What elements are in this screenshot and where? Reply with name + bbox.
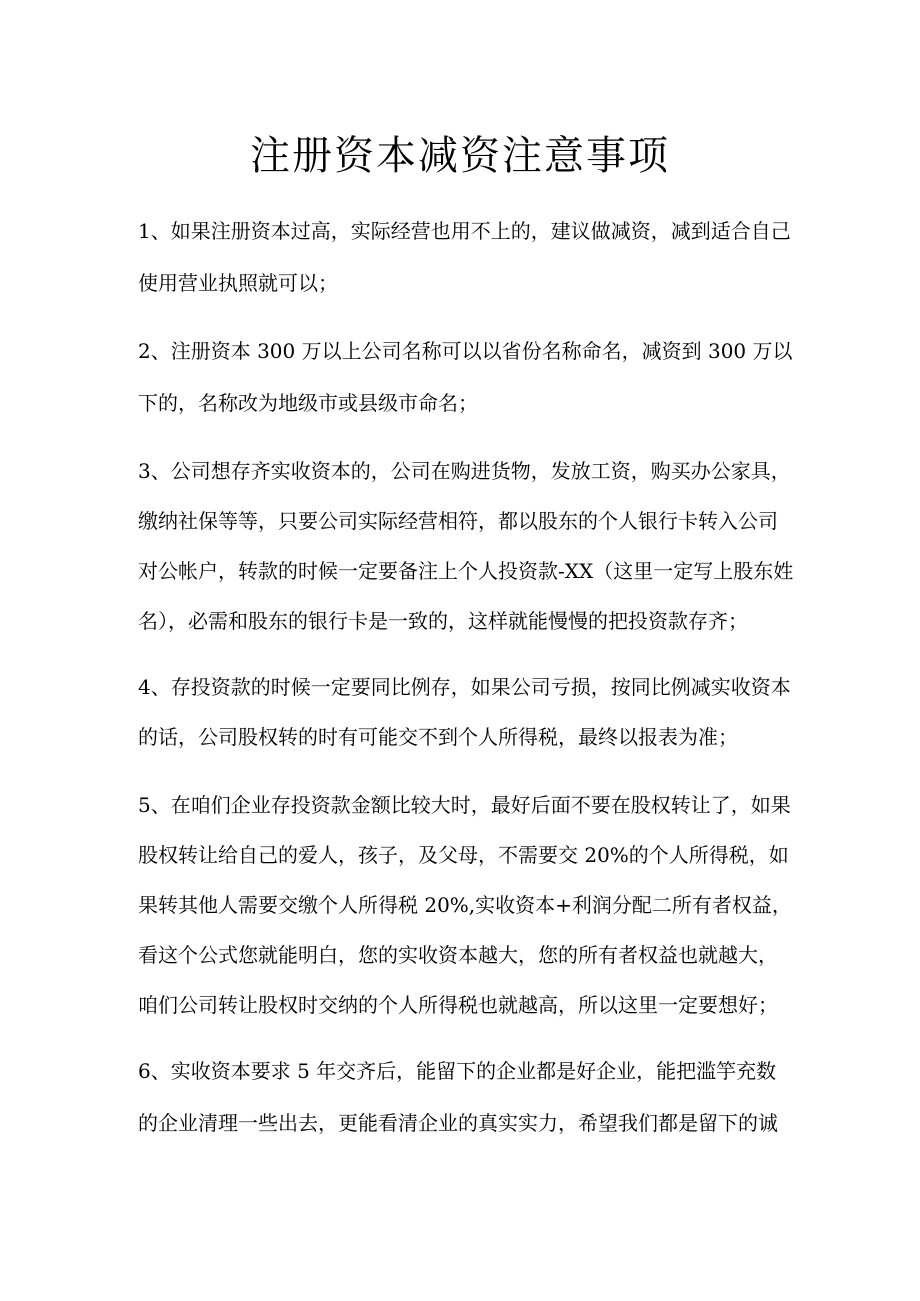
paragraph-3-line-2: 缴纳社保等等，只要公司实际经营相符，都以股东的个人银行卡转入公司 [138, 509, 778, 533]
paragraph-6-line-2: 的企业清理一些出去，更能看清企业的真实实力，希望我们都是留下的诚 [138, 1111, 778, 1135]
paragraph-3-line-1: 3、公司想存齐实收资本的，公司在购进货物，发放工资，购买办公家具， [138, 459, 791, 483]
paragraph-5-line-1: 5、在咱们企业存投资款金额比较大时，最好后面不要在股权转让了，如果 [138, 793, 791, 817]
page-title: 注册资本减资注意事项 [250, 133, 670, 179]
paragraph-4-line-1: 4、存投资款的时候一定要同比例存，如果公司亏损，按同比例减实收资本 [138, 675, 791, 699]
paragraph-1-line-1: 1、如果注册资本过高，实际经营也用不上的，建议做减资，减到适合自己 [138, 219, 791, 243]
paragraph-2-line-1: 2、注册资本 300 万以上公司名称可以以省份名称命名，减资到 300 万以 [138, 339, 793, 363]
paragraph-5-line-2: 股权转让给自己的爱人，孩子，及父母，不需要交 20%的个人所得税，如 [138, 843, 789, 867]
paragraph-3-line-4: 名），必需和股东的银行卡是一致的，这样就能慢慢的把投资款存齐； [138, 609, 748, 633]
paragraph-5-line-5: 咱们公司转让股权时交纳的个人所得税也就越高，所以这里一定要想好； [138, 993, 778, 1017]
paragraph-2-line-2: 下的，名称改为地级市或县级市命名； [138, 391, 478, 415]
paragraph-3-line-3: 对公帐户，转款的时候一定要备注上个人投资款-XX（这里一定写上股东姓 [138, 559, 794, 583]
paragraph-4-line-2: 的话，公司股权转的时有可能交不到个人所得税，最终以报表为准； [138, 725, 738, 749]
paragraph-5-line-4: 看这个公式您就能明白，您的实收资本越大，您的所有者权益也就越大， [138, 943, 778, 967]
paragraph-1-line-2: 使用营业执照就可以； [138, 271, 338, 295]
paragraph-6-line-1: 6、实收资本要求 5 年交齐后，能留下的企业都是好企业，能把滥竽充数 [138, 1059, 777, 1083]
paragraph-5-line-3: 果转其他人需要交缴个人所得税 20%,实收资本+利润分配二所有者权益， [138, 893, 792, 917]
